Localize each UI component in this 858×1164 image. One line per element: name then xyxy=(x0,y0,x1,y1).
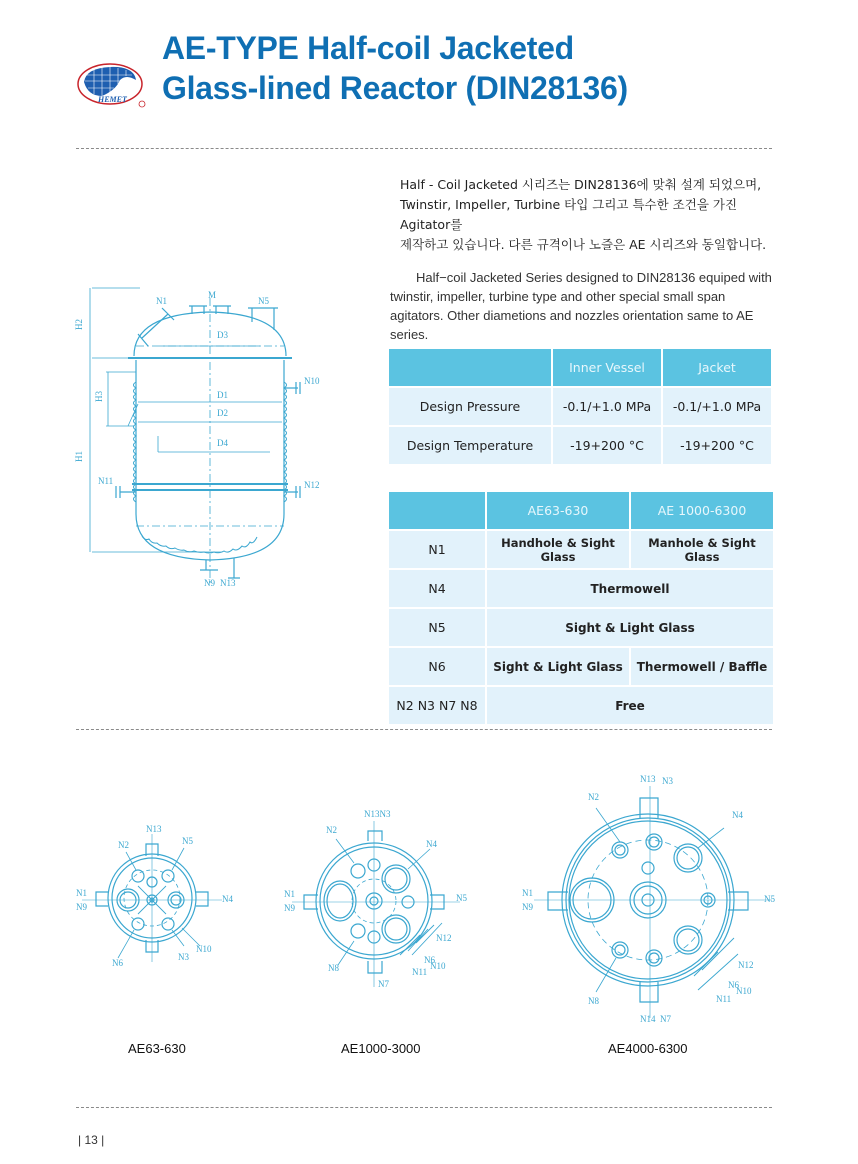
nozzle-id: N2 N3 N7 N8 xyxy=(389,687,485,724)
svg-text:H2: H2 xyxy=(74,319,84,330)
svg-text:N12: N12 xyxy=(436,933,452,943)
svg-text:N4: N4 xyxy=(222,894,233,904)
svg-text:N11: N11 xyxy=(98,476,114,486)
nozzle-id: N5 xyxy=(389,609,485,646)
shared-value: Sight & Light Glass xyxy=(487,609,773,646)
large-value: Manhole & Sight Glass xyxy=(631,531,773,568)
table-row xyxy=(389,388,771,425)
svg-text:N5: N5 xyxy=(258,296,269,306)
korean-description xyxy=(400,175,790,255)
svg-text:N8: N8 xyxy=(328,963,339,973)
english-description xyxy=(390,268,780,344)
nozzle-id: N1 xyxy=(389,531,485,568)
nozzle-id: N6 xyxy=(389,648,485,685)
header-inner-vessel: Inner Vessel xyxy=(553,349,661,386)
svg-text:N7: N7 xyxy=(660,1014,671,1024)
nozzle-table xyxy=(387,490,775,726)
svg-text:M: M xyxy=(208,290,217,300)
divider-middle xyxy=(76,729,772,730)
svg-text:D1: D1 xyxy=(217,390,228,400)
english-text: Half−coil Jacketed Series designed to DIN28136 equiped with twinstir, impeller, turbine type and other special small span agitators. Other diametions and nozzles orientation same to AE series. xyxy=(390,270,772,342)
svg-text:N13: N13 xyxy=(146,824,162,834)
svg-text:N6: N6 xyxy=(112,958,123,968)
svg-text:N5: N5 xyxy=(182,836,193,846)
design-conditions-table xyxy=(387,347,773,466)
table-row xyxy=(389,427,771,464)
jacket-value: -19+200 °C xyxy=(663,427,771,464)
logo-text: HEMET xyxy=(98,95,127,104)
korean-line-1: Half - Coil Jacketed 시리즈는 DIN28136에 맞춰 설계 되었으며, xyxy=(400,177,762,192)
small-value: Handhole & Sight Glass xyxy=(487,531,629,568)
korean-line-2: Twinstir, Impeller, Turbine 타입 그리고 특수한 조건을 가진 Agitator를 xyxy=(400,197,738,232)
title-line-1: AE-TYPE Half-coil Jacketed xyxy=(162,30,574,66)
svg-text:N2: N2 xyxy=(588,792,599,802)
table-row xyxy=(389,570,773,607)
nozzle-diagram-ae63-630 xyxy=(72,820,242,970)
table-row xyxy=(389,687,773,724)
svg-text:N12: N12 xyxy=(304,480,320,490)
svg-text:H3: H3 xyxy=(94,391,104,402)
svg-text:N1: N1 xyxy=(156,296,167,306)
svg-text:N3: N3 xyxy=(662,776,673,786)
inner-value: -19+200 °C xyxy=(553,427,661,464)
row-label: Design Pressure xyxy=(389,388,551,425)
svg-text:N13: N13 xyxy=(220,578,236,588)
inner-value: -0.1/+1.0 MPa xyxy=(553,388,661,425)
large-value: Thermowell / Baffle xyxy=(631,648,773,685)
svg-text:N13: N13 xyxy=(640,774,656,784)
svg-text:N11: N11 xyxy=(412,967,428,977)
svg-text:N6: N6 xyxy=(728,980,739,990)
nozzle-diagram-ae4000-6300 xyxy=(512,772,792,1028)
svg-text:D2: D2 xyxy=(217,408,228,418)
page-number: | 13 | xyxy=(78,1133,105,1147)
svg-text:N10: N10 xyxy=(304,376,320,386)
page-title xyxy=(162,28,802,108)
caption-ae1000-3000: AE1000-3000 xyxy=(341,1041,421,1056)
caption-ae4000-6300: AE4000-6300 xyxy=(608,1041,688,1056)
nozzle-id: N4 xyxy=(389,570,485,607)
hemet-logo xyxy=(76,60,148,110)
svg-text:N13N3: N13N3 xyxy=(364,809,391,819)
table-row xyxy=(389,531,773,568)
svg-text:N1: N1 xyxy=(522,888,533,898)
svg-text:D3: D3 xyxy=(217,330,228,340)
svg-text:N14: N14 xyxy=(640,1014,656,1024)
korean-line-3: 제작하고 있습니다. 다른 규격이나 노즐은 AE 시리즈와 동일합니다. xyxy=(400,237,767,252)
svg-text:N9: N9 xyxy=(522,902,533,912)
shared-value: Free xyxy=(487,687,773,724)
svg-text:N9: N9 xyxy=(284,903,295,913)
svg-text:N5: N5 xyxy=(764,894,775,904)
title-line-2: Glass-lined Reactor (DIN28136) xyxy=(162,70,628,106)
svg-text:N7: N7 xyxy=(378,979,389,989)
svg-text:N2: N2 xyxy=(118,840,129,850)
row-label: Design Temperature xyxy=(389,427,551,464)
header-ae1000-6300: AE 1000-6300 xyxy=(631,492,773,529)
svg-text:N5: N5 xyxy=(456,893,467,903)
svg-text:N9: N9 xyxy=(204,578,215,588)
svg-text:N1: N1 xyxy=(284,889,295,899)
svg-text:D4: D4 xyxy=(217,438,228,448)
svg-text:N4: N4 xyxy=(732,810,743,820)
svg-text:N1: N1 xyxy=(76,888,87,898)
svg-text:N10: N10 xyxy=(430,961,446,971)
shared-value: Thermowell xyxy=(487,570,773,607)
table-row xyxy=(389,609,773,646)
svg-text:N10: N10 xyxy=(196,944,212,954)
vessel-drawing xyxy=(72,286,342,596)
svg-text:N3: N3 xyxy=(178,952,189,962)
header-blank xyxy=(389,492,485,529)
svg-text:N9: N9 xyxy=(76,902,87,912)
svg-text:N6: N6 xyxy=(424,955,435,965)
divider-bottom xyxy=(76,1107,772,1108)
svg-text:H1: H1 xyxy=(74,451,84,462)
divider-top xyxy=(76,148,772,149)
jacket-value: -0.1/+1.0 MPa xyxy=(663,388,771,425)
small-value: Sight & Light Glass xyxy=(487,648,629,685)
nozzle-diagram-ae1000-3000 xyxy=(278,805,478,995)
table-row xyxy=(389,648,773,685)
svg-text:N4: N4 xyxy=(426,839,437,849)
svg-text:N11: N11 xyxy=(716,994,732,1004)
svg-text:N8: N8 xyxy=(588,996,599,1006)
caption-ae63-630: AE63-630 xyxy=(128,1041,186,1056)
svg-text:N10: N10 xyxy=(736,986,752,996)
svg-text:N12: N12 xyxy=(738,960,754,970)
header-jacket: Jacket xyxy=(663,349,771,386)
header-blank xyxy=(389,349,551,386)
header-ae63-630: AE63-630 xyxy=(487,492,629,529)
svg-text:N2: N2 xyxy=(326,825,337,835)
